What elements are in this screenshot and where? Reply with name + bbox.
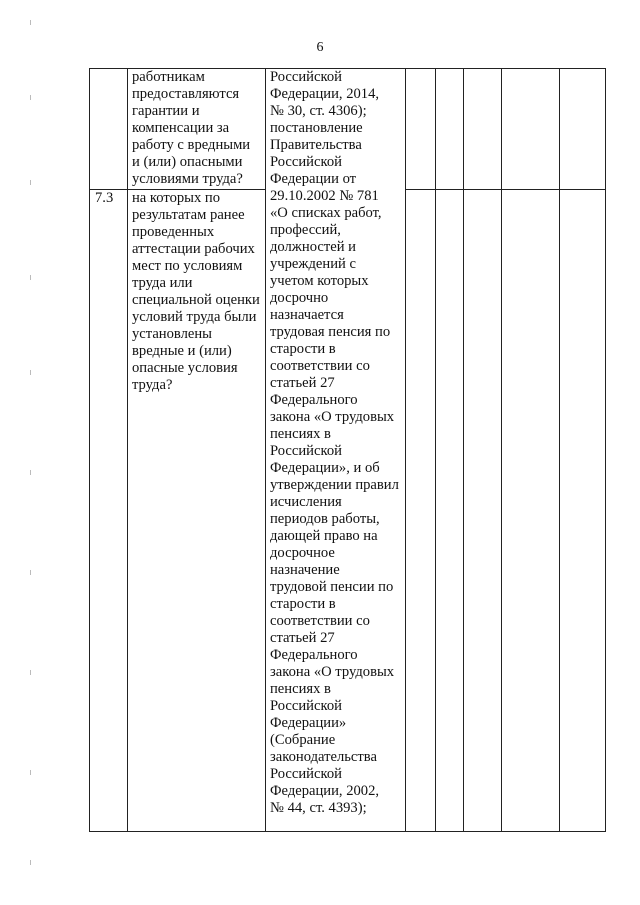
- inspection-checklist-table: [89, 68, 606, 832]
- answer-yes-cell[interactable]: [406, 190, 436, 832]
- answer-no-cell[interactable]: [436, 69, 464, 190]
- binding-margin-marks: [30, 0, 34, 905]
- notes-cell[interactable]: [560, 69, 606, 190]
- question-cell: [128, 190, 266, 832]
- page-number: 6: [316, 40, 324, 55]
- answer-extra-cell[interactable]: [502, 190, 560, 832]
- row-number-cell: [90, 190, 128, 832]
- answer-extra-cell[interactable]: [502, 69, 560, 190]
- answer-not-applicable-cell[interactable]: [464, 69, 502, 190]
- question-text: на которых по результатам ранее проведенных аттестации рабочих мест по условиям труда или специальной оценки условий труда были установлены вредные и (или) опасные условия труда?: [132, 190, 260, 393]
- notes-cell[interactable]: [560, 190, 606, 832]
- question-text: работникам предоставляются гарантии и компенсации за работу с вредными и (или) опасными условиями труда?: [132, 69, 251, 187]
- legal-reference-cell: [266, 69, 406, 832]
- row-number-cell: [90, 69, 128, 190]
- table-row: [90, 69, 606, 190]
- legal-reference-text: Российской Федерации, 2014, № 30, ст. 4306); постановление Правительства Российской Федерации от 29.10.2002 № 781 «О списках работ, профессий, должностей и учреждений с учетом которых досрочно назначается трудовая пенсия по старости в соответствии со статьей 27 Федерального закона «О трудовых пенсиях в Российской Федерации», и об утверждении правил исчисления периодов работы, дающей право на досрочное назначение трудовой пенсии по старости в соответствии со статьей 27 Федерального закона «О трудовых пенсиях в Российской Федерации» (Собрание законодательства Российской Федерации, 2002, № 44, ст. 4393);: [270, 69, 399, 816]
- question-cell: [128, 69, 266, 190]
- row-number: 7.3: [95, 190, 114, 206]
- answer-not-applicable-cell[interactable]: [464, 190, 502, 832]
- answer-yes-cell[interactable]: [406, 69, 436, 190]
- answer-no-cell[interactable]: [436, 190, 464, 832]
